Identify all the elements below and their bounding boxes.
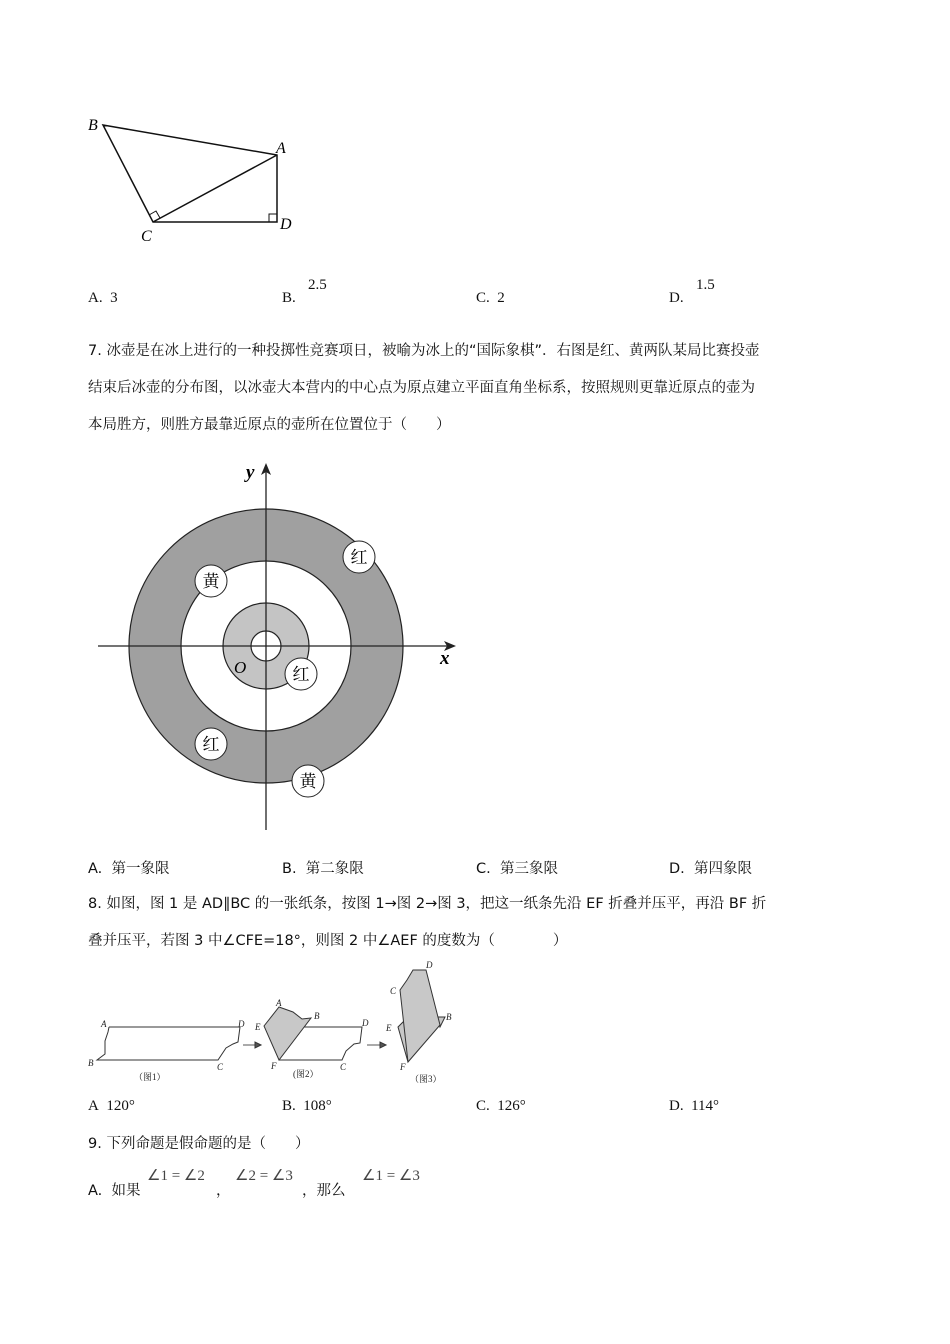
q8-option-a: A 120° (88, 1098, 135, 1114)
fig2-label-b: B (314, 1011, 320, 1021)
fig1-caption: （图1） (134, 1072, 166, 1082)
q9-a-math-3: ∠1 = ∠3 (362, 1168, 420, 1184)
fig3-label-c: C (390, 986, 397, 996)
q9-a-mid: ，那么 (302, 1183, 346, 1199)
fig1-strip (97, 1027, 240, 1060)
fig3-label-e: E (386, 1023, 392, 1033)
q7-option-a: A. 第一象限 (88, 861, 170, 877)
segment-ca (153, 155, 277, 222)
triangle-figure (103, 125, 277, 222)
origin-label: O (234, 658, 247, 677)
q6-option-a: A. 3 (88, 290, 118, 306)
fig3-label-b: B (446, 1012, 452, 1022)
fig1-label-d: D (238, 1019, 245, 1029)
label-b: B (88, 117, 98, 134)
q8-option-d: D. 114° (669, 1098, 720, 1114)
q9-a-math-1: ∠1 = ∠2 (147, 1168, 205, 1184)
curling-figure (98, 462, 456, 830)
q6-option-d: D. (669, 290, 684, 306)
fig2-strip (264, 1007, 362, 1060)
fig1-label-b: B (88, 1058, 94, 1068)
stone-yellow-2: 黄 (299, 772, 317, 791)
y-axis-label: y (246, 462, 255, 483)
q7-option-b: B. 第二象限 (282, 861, 364, 877)
q7-option-c: C. 第三象限 (476, 861, 558, 877)
label-c: C (141, 228, 152, 245)
x-axis-label: x (440, 648, 450, 669)
fig2-label-a: A (276, 998, 282, 1008)
fig2-label-d: D (362, 1018, 369, 1028)
fig2-label-f: F (271, 1061, 277, 1071)
stone-red-1: 红 (350, 548, 368, 567)
q7-option-d: D. 第四象限 (669, 861, 752, 877)
right-angle-d (269, 214, 277, 222)
q7-line-3: 本局胜方，则胜方最靠近原点的壶所在位置位于（ ） (88, 417, 451, 433)
fig1-label-c: C (217, 1062, 224, 1072)
q8-line-2: 叠并压平，若图 3 中∠CFE=18°，则图 2 中∠AEF 的度数为（ ） (88, 933, 568, 949)
q8-option-b: B. 108° (282, 1098, 332, 1114)
q8-line-1: 8. 如图，图 1 是 AD∥BC 的一张纸条，按图 1→图 2→图 3，把这一纸条先沿 EF 折叠并压平，再沿 BF 折 (88, 896, 767, 912)
q9-a-sep: ， (216, 1183, 231, 1199)
q6-option-c: C. 2 (476, 290, 505, 306)
fig2-label-c: C (340, 1062, 347, 1072)
stone-red-3: 红 (202, 735, 220, 754)
quadrilateral-bacd (103, 125, 277, 222)
stone-red-2: 红 (292, 665, 310, 684)
folding-figure (97, 970, 445, 1062)
q7-line-2: 结束后冰壶的分布图，以冰壶大本营内的中心点为原点建立平面直角坐标系，按照规则更靠近原点的壶为 (88, 380, 755, 396)
fig2-label-e: E (255, 1022, 261, 1032)
q6-option-b-value: 2.5 (308, 277, 327, 293)
q9-option-a: A. 如果 (88, 1183, 141, 1199)
stone-yellow-1: 黄 (202, 572, 220, 591)
fig3-label-f: F (400, 1062, 406, 1072)
fig3-caption: （图3） (410, 1074, 442, 1084)
fig3-label-d: D (426, 960, 433, 970)
label-d: D (280, 216, 292, 233)
q8-option-c: C. 126° (476, 1098, 526, 1114)
fig1-label-a: A (101, 1019, 107, 1029)
q6-option-d-value: 1.5 (696, 277, 715, 293)
fig2-caption: (图2） (293, 1069, 319, 1079)
q9-a-math-2: ∠2 = ∠3 (235, 1168, 293, 1184)
label-a: A (276, 140, 286, 157)
q7-line-1: 7. 冰壶是在冰上进行的一种投掷性竞赛项日，被喻为冰上的“国际象棋”．右图是红、黄两队某局比赛投壶 (88, 343, 760, 359)
q9-question: 9. 下列命题是假命题的是（ ） (88, 1136, 310, 1152)
q6-option-b: B. (282, 290, 296, 306)
fig3-strip (398, 970, 445, 1062)
